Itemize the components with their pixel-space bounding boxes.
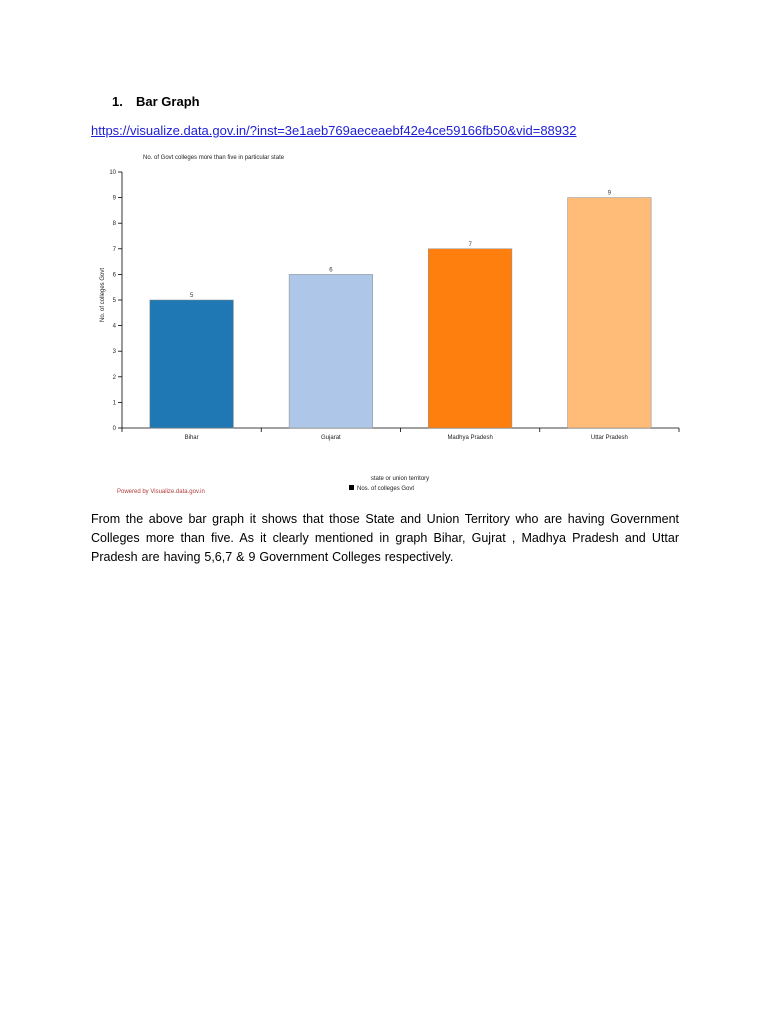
bar-value-label: 5 — [189, 293, 194, 299]
y-tick-label: 3 — [112, 349, 116, 356]
y-tick-label: 7 — [112, 246, 116, 253]
x-tick-label: Uttar Pradesh — [590, 435, 628, 441]
chart-title: No. of Govt colleges more than five in particular state — [143, 155, 285, 161]
bar-value-label: 6 — [329, 267, 333, 274]
legend-swatch — [349, 485, 354, 490]
x-tick-label: Madhya Pradesh — [447, 435, 493, 441]
x-tick-label: Bihar — [184, 435, 199, 441]
bar-chart — [0, 0, 768, 500]
legend-label: Nos. of colleges Govt — [357, 486, 415, 492]
y-tick-label: 4 — [112, 323, 116, 330]
description-paragraph: From the above bar graph it shows that those State and Union Territory who are having Government Colleges more than five. As it clearly mentioned in graph Bihar, Gujrat , Madhya Pradesh and Uttar Pradesh are having 5,6,7 & 9 Government Colleges respectively. — [91, 512, 679, 564]
y-tick-label: 8 — [112, 221, 116, 228]
y-tick-label: 6 — [112, 272, 116, 279]
y-tick-label: 5 — [112, 298, 116, 304]
powered-by-credit: Powered by Visualize.data.gov.in — [117, 489, 205, 495]
y-tick-label: 0 — [112, 426, 116, 432]
y-tick-label: 9 — [112, 195, 116, 202]
section-title: Bar Graph — [136, 94, 200, 109]
bar — [289, 274, 373, 428]
section-number: 1. — [112, 94, 123, 109]
y-tick-label: 2 — [112, 374, 116, 381]
y-tick-label: 1 — [112, 400, 116, 407]
bar-value-label: 7 — [468, 241, 472, 248]
source-link[interactable]: https://visualize.data.gov.in/?inst=3e1aeb769aeceaebf42e4ce59166fb50&vid=88932 — [91, 123, 577, 138]
bar — [568, 198, 652, 428]
y-axis-label: No. of colleges Govt — [100, 267, 106, 323]
bar-value-label: 9 — [607, 190, 612, 197]
bar — [150, 300, 234, 428]
x-tick-label: Gujarat — [321, 435, 341, 441]
x-axis-label: state or union territory — [370, 476, 430, 482]
bar — [428, 249, 512, 428]
y-tick-label: 10 — [109, 170, 116, 176]
